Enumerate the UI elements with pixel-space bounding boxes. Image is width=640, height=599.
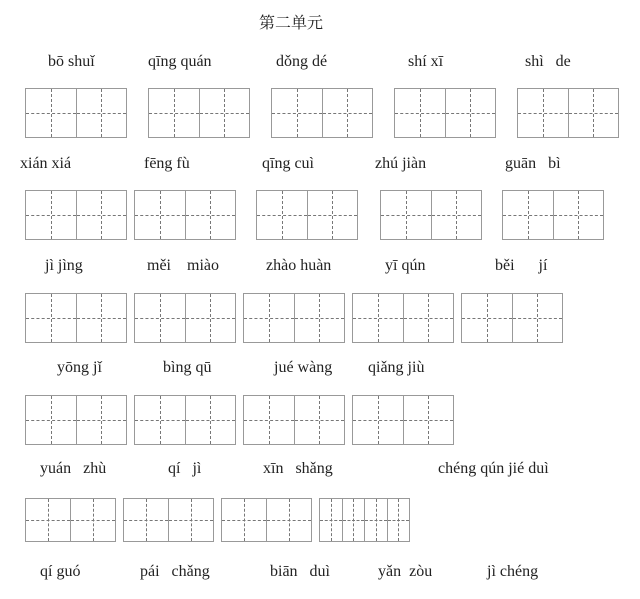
- unit-title: 第二单元: [259, 13, 324, 32]
- character-cell[interactable]: [76, 294, 127, 342]
- pinyin-label: jì chéng: [487, 563, 539, 580]
- character-cell[interactable]: [307, 191, 358, 239]
- character-cell[interactable]: [26, 89, 76, 137]
- character-cell[interactable]: [512, 294, 563, 342]
- character-cell[interactable]: [518, 89, 568, 137]
- character-cell[interactable]: [185, 191, 236, 239]
- character-cell[interactable]: [26, 294, 76, 342]
- writing-grid[interactable]: [134, 293, 236, 343]
- writing-grid[interactable]: [148, 88, 250, 138]
- pinyin-label: pái chǎng: [140, 563, 210, 580]
- writing-grid[interactable]: [352, 293, 454, 343]
- character-cell[interactable]: [294, 294, 345, 342]
- character-cell[interactable]: [185, 294, 236, 342]
- character-cell[interactable]: [387, 499, 410, 541]
- pinyin-label: qiǎng jiù: [368, 359, 425, 376]
- character-cell[interactable]: [135, 396, 185, 444]
- pinyin-label: dǒng dé: [276, 53, 328, 70]
- pinyin-label: shí xī: [408, 53, 444, 70]
- pinyin-label: měi miào: [147, 257, 219, 274]
- pinyin-label: bìng qū: [163, 359, 212, 376]
- character-cell[interactable]: [320, 499, 342, 541]
- character-cell[interactable]: [222, 499, 266, 541]
- character-cell[interactable]: [266, 499, 311, 541]
- character-cell[interactable]: [353, 396, 403, 444]
- writing-grid[interactable]: [25, 395, 127, 445]
- character-cell[interactable]: [135, 294, 185, 342]
- character-cell[interactable]: [244, 396, 294, 444]
- pinyin-label: qí jì: [168, 460, 202, 477]
- character-cell[interactable]: [76, 89, 127, 137]
- character-cell[interactable]: [124, 499, 168, 541]
- character-cell[interactable]: [199, 89, 250, 137]
- pinyin-label: qí guó: [40, 563, 81, 580]
- character-cell[interactable]: [342, 499, 365, 541]
- character-cell[interactable]: [272, 89, 322, 137]
- character-cell[interactable]: [294, 396, 345, 444]
- character-cell[interactable]: [135, 191, 185, 239]
- character-cell[interactable]: [185, 396, 236, 444]
- character-cell[interactable]: [403, 294, 454, 342]
- pinyin-label: shì de: [525, 53, 571, 70]
- character-cell[interactable]: [168, 499, 213, 541]
- writing-grid[interactable]: [243, 395, 345, 445]
- character-cell[interactable]: [503, 191, 553, 239]
- character-cell[interactable]: [244, 294, 294, 342]
- writing-grid[interactable]: [221, 498, 312, 542]
- character-cell[interactable]: [322, 89, 373, 137]
- pinyin-label: yōng jǐ: [57, 359, 102, 376]
- pinyin-label: fēng fù: [144, 155, 190, 172]
- character-cell[interactable]: [568, 89, 619, 137]
- writing-grid[interactable]: [502, 190, 604, 240]
- writing-grid[interactable]: [271, 88, 373, 138]
- character-cell[interactable]: [70, 499, 115, 541]
- pinyin-label: jué wàng: [274, 359, 333, 376]
- pinyin-label: yuán zhù: [40, 460, 107, 477]
- character-cell[interactable]: [445, 89, 496, 137]
- pinyin-label: xīn shǎng: [263, 460, 333, 477]
- writing-grid[interactable]: [134, 395, 236, 445]
- pinyin-label: běi jí: [495, 257, 548, 274]
- character-cell[interactable]: [462, 294, 512, 342]
- character-cell[interactable]: [76, 191, 127, 239]
- writing-grid[interactable]: [352, 395, 454, 445]
- writing-grid[interactable]: [256, 190, 358, 240]
- character-cell[interactable]: [26, 191, 76, 239]
- pinyin-label: yī qún: [385, 257, 426, 274]
- writing-grid[interactable]: [243, 293, 345, 343]
- writing-grid[interactable]: [394, 88, 496, 138]
- character-cell[interactable]: [149, 89, 199, 137]
- character-cell[interactable]: [403, 396, 454, 444]
- pinyin-label: qīng quán: [148, 53, 212, 70]
- character-cell[interactable]: [395, 89, 445, 137]
- character-cell[interactable]: [26, 499, 70, 541]
- writing-grid[interactable]: [134, 190, 236, 240]
- pinyin-label: zhào huàn: [266, 257, 332, 274]
- pinyin-label: chéng qún jié duì: [438, 460, 549, 477]
- character-cell[interactable]: [364, 499, 387, 541]
- pinyin-label: biān duì: [270, 563, 330, 580]
- character-cell[interactable]: [381, 191, 431, 239]
- pinyin-label: guān bì: [505, 155, 561, 172]
- character-cell[interactable]: [257, 191, 307, 239]
- pinyin-label: bō shuǐ: [48, 53, 95, 70]
- pinyin-label: yǎn zòu: [378, 563, 433, 580]
- character-cell[interactable]: [26, 396, 76, 444]
- writing-grid[interactable]: [517, 88, 619, 138]
- writing-grid[interactable]: [25, 498, 116, 542]
- pinyin-label: jì jìng: [45, 257, 83, 274]
- pinyin-label: zhú jiàn: [375, 155, 427, 172]
- writing-grid[interactable]: [123, 498, 214, 542]
- pinyin-label: qīng cuì: [262, 155, 314, 172]
- character-cell[interactable]: [353, 294, 403, 342]
- character-cell[interactable]: [76, 396, 127, 444]
- character-cell[interactable]: [431, 191, 482, 239]
- writing-grid[interactable]: [461, 293, 563, 343]
- writing-grid[interactable]: [25, 293, 127, 343]
- pinyin-label: xián xiá: [20, 155, 72, 172]
- writing-grid[interactable]: [319, 498, 410, 542]
- writing-grid[interactable]: [380, 190, 482, 240]
- writing-grid[interactable]: [25, 190, 127, 240]
- writing-grid[interactable]: [25, 88, 127, 138]
- character-cell[interactable]: [553, 191, 604, 239]
